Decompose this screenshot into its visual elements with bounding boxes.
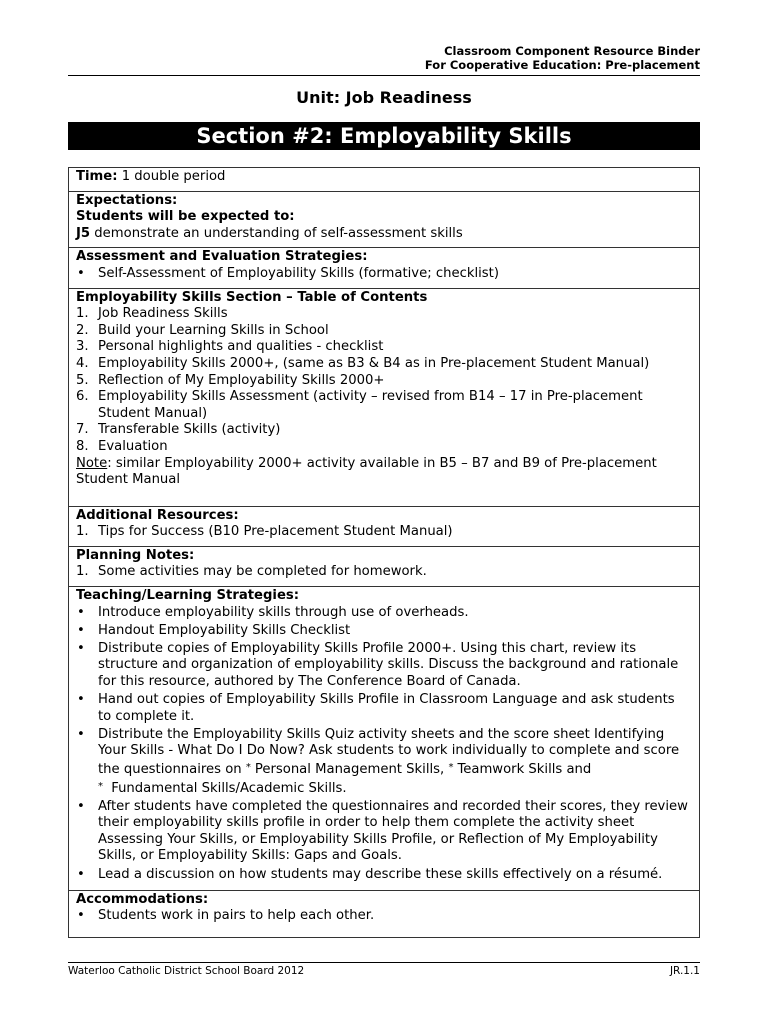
resources-row	[69, 507, 699, 547]
list-item: 1. Tips for Success (B10 Pre-placement Student Manual)	[76, 524, 453, 540]
toc-note	[76, 456, 692, 489]
header-line-1: Classroom Component Resource Binder	[444, 44, 700, 58]
page-header	[425, 44, 700, 72]
list-item: • Handout Employability Skills Checklist	[76, 623, 692, 640]
list-item: • Students work in pairs to help each other.	[76, 908, 692, 925]
list-item: • Lead a discussion on how students may describe these skills effectively on a résumé.	[76, 867, 692, 884]
star-icon: *	[98, 780, 103, 792]
list-item: 2. Build your Learning Skills in School	[76, 322, 329, 338]
header-line-2: For Cooperative Education: Pre-placement	[424, 58, 700, 72]
list-item: 1. Some activities may be completed for homework.	[76, 564, 427, 580]
footer-rule	[68, 962, 700, 963]
expectations-subheading: Students will be expected to:	[76, 209, 295, 225]
list-item: • Distribute the Employability Skills Quiz activity sheets and the score sheet Identifying Your Skills - What Do I Do Now? Ask students to work individually to complete and score the questionnaires on * Personal Management Skills, * Teamwork Skills and * Fundamental Skills/Academic Skills.	[76, 727, 692, 797]
list-item: 6. Employability Skills Assessment (activity – revised from B14 – 17 in Pre-placement Student Manual)	[76, 389, 643, 421]
time-value: 1 double period	[121, 169, 226, 184]
expectations-heading: Expectations:	[76, 192, 178, 208]
lesson-plan-table	[68, 167, 700, 938]
accommodations-heading: Accommodations:	[76, 891, 209, 907]
list-item: • Distribute copies of Employability Skills Profile 2000+. Using this chart, review its structure and organization of employability skills. Discuss the background and rationale for this resource, authored by The Conference Board of Canada.	[76, 641, 692, 691]
resources-list	[76, 524, 692, 541]
time-row	[69, 168, 699, 192]
list-item: • Hand out copies of Employability Skills Profile in Classroom Language and ask students to complete it.	[76, 692, 692, 725]
note-text: : similar Employability 2000+ activity available in B5 – B7 and B9 of Pre-placement Student Manual	[76, 455, 657, 488]
planning-row	[69, 547, 699, 587]
resources-heading: Additional Resources:	[76, 507, 239, 523]
toc-row	[69, 289, 699, 507]
teaching-heading: Teaching/Learning Strategies:	[76, 588, 300, 604]
list-item: • Self-Assessment of Employability Skills (formative; checklist)	[76, 266, 692, 283]
header-rule	[68, 75, 700, 76]
expectation-text: demonstrate an understanding of self-assessment skills	[94, 225, 463, 241]
teaching-row	[69, 587, 699, 891]
time-label: Time:	[76, 169, 118, 184]
teaching-list	[76, 605, 692, 884]
list-item: 3. Personal highlights and qualities - checklist	[76, 339, 384, 355]
assessment-row	[69, 248, 699, 288]
note-label: Note	[76, 455, 108, 471]
unit-title: Unit: Job Readiness	[296, 88, 472, 107]
planning-list	[76, 564, 692, 581]
accommodations-list	[76, 908, 692, 925]
footer-school: Waterloo Catholic District School Board 2012	[68, 965, 305, 977]
section-title: Section #2: Employability Skills	[68, 122, 700, 150]
assessment-heading: Assessment and Evaluation Strategies:	[76, 249, 368, 265]
list-item: 8. Evaluation	[76, 438, 168, 454]
star-icon: *	[245, 762, 251, 773]
footer-page-code: JR.1.1	[669, 965, 700, 977]
list-item: 5. Reflection of My Employability Skills 2000+	[76, 372, 385, 388]
accommodations-row	[69, 891, 699, 937]
toc-heading: Employability Skills Section – Table of Contents	[76, 289, 428, 305]
toc-list	[76, 306, 692, 455]
star-icon: *	[448, 762, 454, 773]
planning-heading: Planning Notes:	[76, 547, 195, 563]
expectation-code: J5	[76, 225, 91, 241]
list-item: 7. Transferable Skills (activity)	[76, 422, 281, 438]
list-item: • Introduce employability skills through use of overheads.	[76, 605, 692, 622]
list-item: • After students have completed the questionnaires and recorded their scores, they review their employability skills profile in order to help them complete the activity sheet Assessing Your Skills, or Employability Skills Profile, or Reflection of My Employability Skills, or Employability Skills: Gaps and Goals.	[76, 799, 692, 865]
list-item: 4. Employability Skills 2000+, (same as B3 & B4 as in Pre-placement Student Manual)	[76, 355, 650, 371]
expectations-row	[69, 192, 699, 249]
list-item: 1. Job Readiness Skills	[76, 306, 228, 322]
assessment-list	[76, 266, 692, 283]
